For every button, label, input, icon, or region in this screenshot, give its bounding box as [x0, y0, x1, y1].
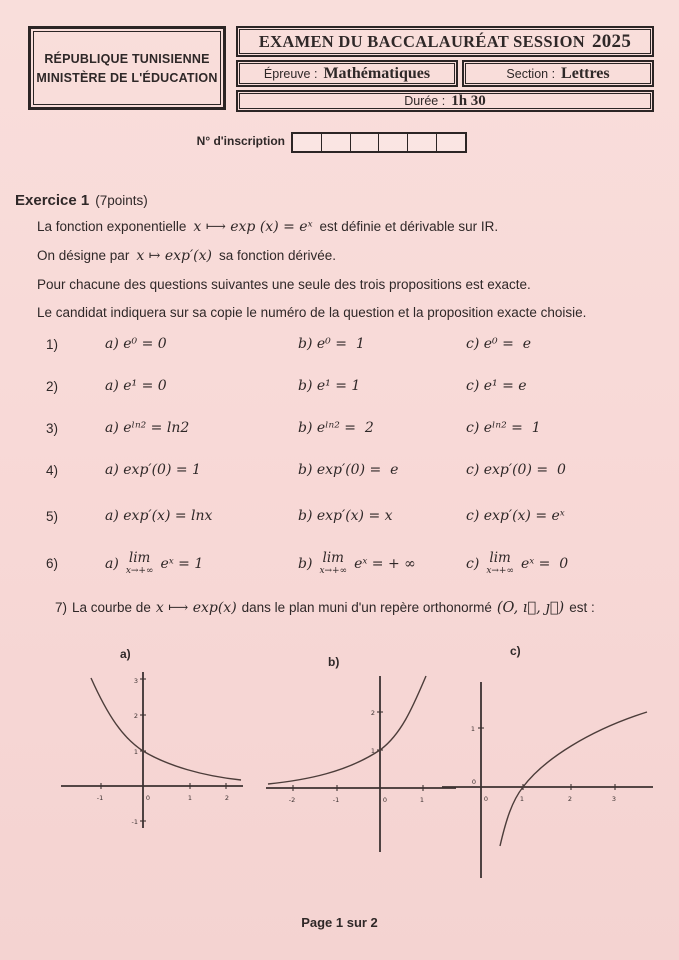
option-expression: eˣ = 1 — [160, 555, 204, 572]
option-c: c) eˡⁿ² = 1 — [466, 420, 541, 436]
graph-a-plot — [53, 666, 248, 851]
tick-label: 3 — [133, 677, 138, 685]
tick-label: 1 — [419, 796, 425, 804]
republic-line: RÉPUBLIQUE TUNISIENNE — [44, 51, 210, 66]
limit-notation — [319, 552, 347, 576]
institution-box — [28, 26, 226, 110]
exam-title-box — [236, 26, 654, 57]
option-b: b) eˡⁿ² = 2 — [298, 420, 374, 436]
q7-math: x ⟼ exp(x) — [155, 600, 237, 616]
option-expression: eˣ = + ∞ — [354, 555, 416, 572]
lim-subscript: x→+∞ — [486, 565, 514, 576]
logarithmic-curve — [500, 712, 647, 846]
intro-math: x ↦ exp′(x) — [136, 248, 212, 264]
tick-label: 1 — [470, 725, 475, 733]
option-c — [466, 552, 668, 576]
exam-year: 2025 — [591, 30, 632, 52]
intro-text: Le candidat indiquera sur sa copie le numéro de la question et la proposition exacte choisie. — [37, 305, 587, 320]
intro-line — [37, 275, 649, 294]
option-letter: c) — [466, 555, 480, 572]
option-expression: eˣ = 0 — [520, 555, 569, 572]
tick-label: 0 — [471, 778, 476, 786]
question-number: 3) — [46, 420, 59, 436]
intro-text: La fonction exponentielle — [37, 219, 187, 234]
intro-text: Pour chacune des questions suivantes une seule des trois propositions est exacte. — [37, 277, 531, 292]
tick-label: 2 — [133, 712, 138, 720]
question-row-3 — [46, 420, 668, 436]
intro-tail: sa fonction dérivée. — [218, 248, 337, 263]
question-number: 1) — [46, 336, 59, 352]
option-b: b) e¹ = 1 — [298, 378, 361, 394]
q7-text: La courbe de — [72, 600, 151, 615]
duree-value: 1h 30 — [451, 92, 486, 109]
inscription-cell — [351, 134, 380, 151]
page-footer: Page 1 sur 2 — [301, 915, 378, 930]
inscription-cell — [408, 134, 437, 151]
tick-label: -1 — [332, 796, 340, 804]
exercise-points: (7points) — [95, 193, 148, 208]
option-b: b) exp′(0) = e — [298, 462, 399, 478]
question-number: 2) — [46, 378, 59, 394]
exercise-title: Exercice 1 — [15, 192, 90, 209]
question-number: 5) — [46, 508, 59, 524]
tick-label: 2 — [224, 794, 230, 802]
epreuve-box — [236, 60, 458, 87]
tick-label: -1 — [96, 794, 104, 802]
epreuve-label: Épreuve : — [263, 66, 318, 81]
institution-inner — [33, 31, 221, 105]
inscription-cell — [437, 134, 465, 151]
exam-info-group — [236, 26, 654, 112]
intro-line — [37, 246, 649, 266]
limit-notation — [126, 552, 154, 576]
tick-label: 0 — [483, 795, 489, 803]
tick-label: 1 — [133, 748, 138, 756]
tick-label: 3 — [611, 795, 617, 803]
question-number: 4) — [46, 462, 59, 478]
option-a: a) eˡⁿ² = ln2 — [105, 420, 190, 436]
lim-word: lim — [128, 550, 151, 566]
subject-section-row — [236, 60, 654, 87]
q7-repere: (O, ı⃗, ȷ⃗) — [496, 600, 565, 616]
exponential-increasing-curve — [268, 676, 426, 784]
question-row-5 — [46, 508, 668, 524]
intro-text: On désigne par — [37, 248, 130, 263]
ministry-line: MINISTÈRE DE L'ÉDUCATION — [36, 70, 218, 85]
graph-c-plot — [440, 668, 665, 883]
option-a: a) e⁰ = 0 — [105, 336, 167, 352]
exponential-decreasing-curve — [91, 678, 241, 780]
tick-label: 2 — [567, 795, 573, 803]
lim-subscript: x→+∞ — [319, 565, 348, 576]
duree-box — [236, 90, 654, 112]
tick-label: 1 — [370, 747, 375, 755]
inscription-label: N° d'inscription — [196, 134, 285, 148]
intro-tail: est définie et dérivable sur IR. — [319, 219, 499, 234]
tick-label: 2 — [370, 709, 375, 717]
option-c: c) e¹ = e — [466, 378, 527, 394]
section-value: Lettres — [561, 64, 610, 82]
option-b: b) exp′(x) = x — [298, 508, 393, 524]
option-a: a) exp′(x) = lnx — [105, 508, 213, 524]
exam-title: EXAMEN DU BACCALAURÉAT SESSION — [258, 31, 585, 51]
question-row-4 — [46, 462, 668, 478]
option-letter: b) — [298, 555, 313, 572]
tick-label: 0 — [145, 794, 151, 802]
question-row-2 — [46, 378, 668, 394]
limit-notation — [486, 552, 514, 576]
question-number: 7) — [55, 600, 68, 615]
inscription-row — [0, 131, 679, 157]
option-a — [105, 552, 298, 576]
inscription-cell — [293, 134, 322, 151]
exercise-intro — [37, 217, 649, 331]
tick-label: 1 — [519, 795, 525, 803]
option-c: c) e⁰ = e — [466, 336, 532, 352]
exercise-title-row — [15, 192, 148, 209]
graph-b-label: b) — [328, 655, 340, 669]
header — [28, 26, 654, 112]
inscription-cell — [379, 134, 408, 151]
question-number: 6) — [46, 556, 59, 572]
option-c: c) exp′(0) = 0 — [466, 462, 566, 478]
section-label: Section : — [506, 66, 556, 81]
q7-tail: est : — [569, 600, 595, 615]
graph-b-plot — [262, 670, 458, 860]
intro-line — [37, 303, 649, 322]
lim-word: lim — [322, 550, 344, 566]
question-row-1 — [46, 336, 668, 352]
inscription-cells — [291, 132, 467, 153]
option-c: c) exp′(x) = eˣ — [466, 508, 565, 524]
graph-c-label: c) — [510, 644, 521, 658]
option-a: a) e¹ = 0 — [105, 378, 167, 394]
question-row-6 — [46, 552, 668, 576]
tick-label: 0 — [382, 796, 388, 804]
tick-label: -2 — [288, 796, 296, 804]
inscription-cell — [322, 134, 351, 151]
lim-subscript: x→+∞ — [125, 565, 154, 576]
intro-line — [37, 217, 649, 237]
tick-label: 1 — [187, 794, 193, 802]
option-b: b) e⁰ = 1 — [298, 336, 365, 352]
lim-word: lim — [489, 550, 511, 566]
duree-label: Durée : — [404, 94, 446, 108]
graph-a-label: a) — [120, 647, 131, 661]
question-row-7 — [55, 600, 665, 616]
intro-math: x ⟼ exp (x) = eˣ — [193, 219, 313, 235]
tick-label: -1 — [131, 818, 138, 826]
option-b — [298, 552, 466, 576]
option-a: a) exp′(0) = 1 — [105, 462, 201, 478]
section-box — [462, 60, 654, 87]
epreuve-value: Mathématiques — [323, 64, 431, 82]
q7-mid-text: dans le plan muni d'un repère orthonormé — [241, 600, 492, 615]
option-letter: a) — [105, 555, 119, 572]
